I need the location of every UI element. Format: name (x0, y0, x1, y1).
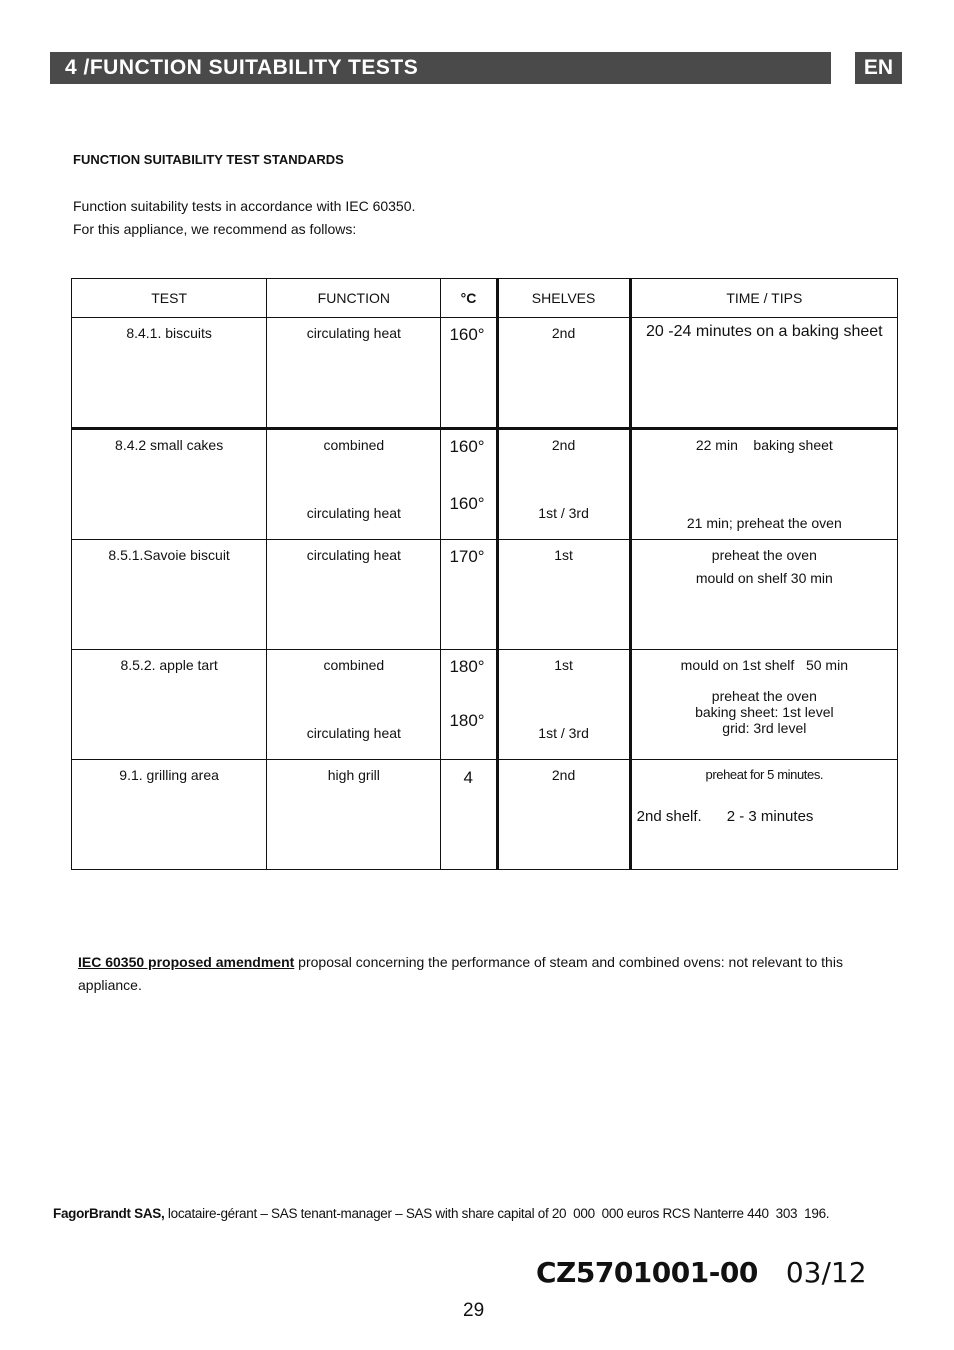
tips-text: 20 -24 minutes on a baking sheet (646, 323, 883, 340)
col-header-temperature: °C (441, 279, 497, 318)
temperature-cell (441, 760, 497, 870)
standards-heading: FUNCTION SUITABILITY TEST STANDARDS (73, 152, 344, 167)
test-cell (72, 429, 267, 540)
shelves-value: 1st (554, 657, 573, 673)
function-value: combined (323, 657, 385, 673)
test-cell (72, 318, 267, 429)
temperature-cell (441, 318, 497, 429)
function-tests-table (71, 278, 898, 870)
tips-cell (630, 650, 897, 760)
table-row (72, 760, 898, 870)
shelves-value: 2nd (551, 767, 576, 783)
shelves-value: 1st / 3rd (538, 505, 589, 521)
col-header-function: FUNCTION (267, 279, 441, 318)
function-cell (267, 760, 441, 870)
test-name: 8.5.1.Savoie biscuit (108, 547, 230, 563)
shelves-cell (497, 318, 630, 429)
test-name: 8.4.1. biscuits (126, 325, 212, 341)
function-cell (267, 540, 441, 650)
temperature-cell (441, 429, 497, 540)
tips-text: 2nd shelf. 2 - 3 minutes (636, 808, 814, 825)
shelves-value: 1st / 3rd (538, 725, 589, 741)
language-badge: EN (855, 52, 902, 84)
table-row (72, 540, 898, 650)
shelves-value: 2nd (551, 325, 576, 341)
shelves-value: 2nd (551, 437, 576, 453)
tips-text: baking sheet: 1st level (695, 704, 834, 720)
shelves-cell (497, 760, 630, 870)
grill-level-value: 4 (463, 768, 473, 787)
function-value: circulating heat (306, 505, 401, 521)
col-header-test: TEST (72, 279, 267, 318)
function-value: high grill (327, 767, 380, 783)
amendment-text: proposal concerning the performance of steam and combined ovens: not relevant to this appliance. (78, 954, 843, 993)
tips-text: 21 min; preheat the oven (686, 515, 842, 531)
temperature-value: 170° (449, 547, 485, 566)
page-number: 29 (463, 1300, 485, 1321)
temperature-value: 160° (449, 437, 485, 456)
temperature-cell (441, 540, 497, 650)
function-cell (267, 650, 441, 760)
function-cell (267, 429, 441, 540)
test-cell (72, 540, 267, 650)
tips-text: 22 min baking sheet (695, 437, 833, 453)
document-reference (536, 1256, 867, 1289)
intro-line-2: For this appliance, we recommend as follows: (73, 221, 357, 237)
temperature-value: 180° (449, 711, 485, 730)
section-header-bar (50, 52, 831, 84)
table-row (72, 318, 898, 429)
tips-text: mould on shelf 30 min (695, 570, 833, 586)
function-value: combined (323, 437, 385, 453)
tips-cell (630, 429, 897, 540)
function-value: circulating heat (306, 547, 401, 563)
tips-text: grid: 3rd level (722, 720, 807, 736)
table-row (72, 429, 898, 540)
tips-cell (630, 540, 897, 650)
doc-date: 03/12 (785, 1256, 867, 1289)
tips-text: preheat the oven (711, 547, 817, 563)
tips-cell (630, 760, 897, 870)
tips-text: preheat the oven (711, 688, 817, 704)
shelves-value: 1st (554, 547, 573, 563)
amendment-note (78, 951, 888, 997)
test-name: 8.4.2 small cakes (115, 437, 224, 453)
col-header-shelves: SHELVES (497, 279, 630, 318)
shelves-cell (497, 429, 630, 540)
amendment-lead: IEC 60350 proposed amendment (78, 954, 295, 970)
tips-text: mould on 1st shelf 50 min (680, 657, 848, 673)
legal-notice (53, 1206, 829, 1221)
test-name: 9.1. grilling area (119, 767, 219, 783)
shelves-cell (497, 650, 630, 760)
col-header-time-tips: TIME / TIPS (630, 279, 897, 318)
section-title: 4 /FUNCTION SUITABILITY TESTS (65, 56, 419, 79)
table-row (72, 650, 898, 760)
temperature-value: 180° (449, 657, 485, 676)
shelves-cell (497, 540, 630, 650)
tips-text: preheat for 5 minutes. (705, 767, 824, 782)
test-cell (72, 650, 267, 760)
test-name: 8.5.2. apple tart (120, 657, 218, 673)
intro-line-1: Function suitability tests in accordance with IEC 60350. (73, 198, 416, 214)
doc-code: CZ5701001-00 (536, 1256, 758, 1289)
temperature-value: 160° (449, 325, 485, 344)
tips-cell (630, 318, 897, 429)
function-value: circulating heat (306, 325, 401, 341)
legal-text: locataire-gérant – SAS tenant-manager – SAS with share capital of 20 000 000 euros RCS Nanterre 440 303 196. (164, 1206, 830, 1221)
temperature-cell (441, 650, 497, 760)
function-value: circulating heat (306, 725, 401, 741)
temperature-value: 160° (449, 494, 485, 513)
function-cell (267, 318, 441, 429)
table-header-row (72, 279, 898, 318)
test-cell (72, 760, 267, 870)
company-name: FagorBrandt SAS, (53, 1206, 165, 1221)
